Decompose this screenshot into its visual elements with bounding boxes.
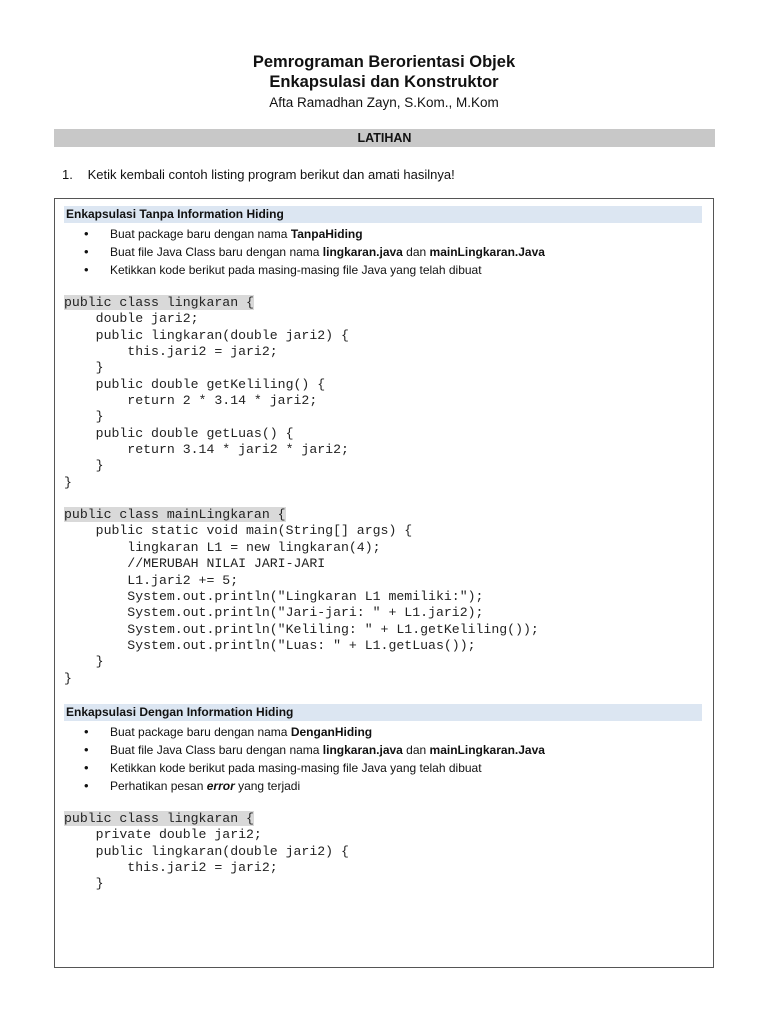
code-line: System.out.println("Lingkaran L1 memiliki:");	[64, 588, 484, 604]
code-line: System.out.println("Keliling: " + L1.getKeliling());	[64, 621, 539, 637]
exercise-box	[54, 198, 714, 968]
code-class-header: public class mainLingkaran {	[64, 507, 286, 523]
list-item: • Buat file Java Class baru dengan nama lingkaran.java dan mainLingkaran.Java	[64, 243, 702, 261]
task-text: Ketik kembali contoh listing program berikut dan amati hasilnya!	[87, 167, 455, 182]
code-line: }	[64, 458, 104, 474]
document-author: Afta Ramadhan Zayn, S.Kom., M.Kom	[269, 95, 499, 110]
code-line: return 3.14 * jari2 * jari2;	[64, 442, 349, 458]
code-line: }	[64, 654, 104, 670]
code-line: public lingkaran(double jari2) {	[64, 843, 349, 859]
document-title: Pemrograman Berorientasi Objek	[252, 53, 516, 71]
code-body	[64, 523, 702, 686]
code-line: }	[64, 474, 72, 490]
code-line: }	[64, 409, 104, 425]
code-line: public lingkaran(double jari2) {	[64, 327, 349, 343]
code-body	[64, 827, 702, 892]
task-number: 1.	[62, 167, 73, 182]
latihan-banner: LATIHAN	[54, 129, 715, 147]
code-line: public double getLuas() {	[64, 425, 294, 441]
code-line: lingkaran L1 = new lingkaran(4);	[64, 539, 381, 555]
code-line: public double getKeliling() {	[64, 376, 326, 392]
code-listing-lingkaran-private	[64, 811, 702, 893]
code-line: }	[64, 360, 104, 376]
section-title: Enkapsulasi Tanpa Information Hiding	[64, 206, 702, 223]
code-line: L1.jari2 += 5;	[64, 572, 239, 588]
code-line: System.out.println("Luas: " + L1.getLuas());	[64, 637, 476, 653]
section-tanpa-hiding	[64, 206, 702, 687]
list-item: • Ketikkan kode berikut pada masing-masing file Java yang telah dibuat	[64, 759, 702, 777]
code-line: }	[64, 670, 72, 686]
document-subtitle: Enkapsulasi dan Konstruktor	[269, 73, 499, 91]
section-dengan-hiding	[64, 704, 702, 893]
code-listing-mainlingkaran	[64, 507, 702, 687]
list-item: • Buat file Java Class baru dengan nama lingkaran.java dan mainLingkaran.Java	[64, 741, 702, 759]
code-listing-lingkaran	[64, 295, 702, 491]
list-item: • Buat package baru dengan nama TanpaHiding	[64, 225, 702, 243]
section-title: Enkapsulasi Dengan Information Hiding	[64, 704, 702, 721]
code-body	[64, 311, 702, 491]
code-line: this.jari2 = jari2;	[64, 860, 278, 876]
list-item: • Buat package baru dengan nama DenganHiding	[64, 723, 702, 741]
code-line: double jari2;	[64, 311, 199, 327]
task-instruction	[62, 166, 455, 184]
code-line: return 2 * 3.14 * jari2;	[64, 393, 318, 409]
document-header	[0, 52, 768, 112]
code-line: public static void main(String[] args) {	[64, 523, 413, 539]
code-line: System.out.println("Jari-jari: " + L1.jari2);	[64, 605, 484, 621]
list-item: • Perhatikan pesan error yang terjadi	[64, 777, 702, 795]
code-line: this.jari2 = jari2;	[64, 344, 278, 360]
instruction-list	[64, 723, 702, 795]
instruction-list	[64, 225, 702, 279]
code-line: }	[64, 876, 104, 892]
list-item: • Ketikkan kode berikut pada masing-masing file Java yang telah dibuat	[64, 261, 702, 279]
code-class-header: public class lingkaran {	[64, 811, 254, 826]
code-line: //MERUBAH NILAI JARI-JARI	[64, 556, 326, 572]
code-class-header: public class lingkaran {	[64, 295, 254, 310]
code-line: private double jari2;	[64, 827, 262, 843]
